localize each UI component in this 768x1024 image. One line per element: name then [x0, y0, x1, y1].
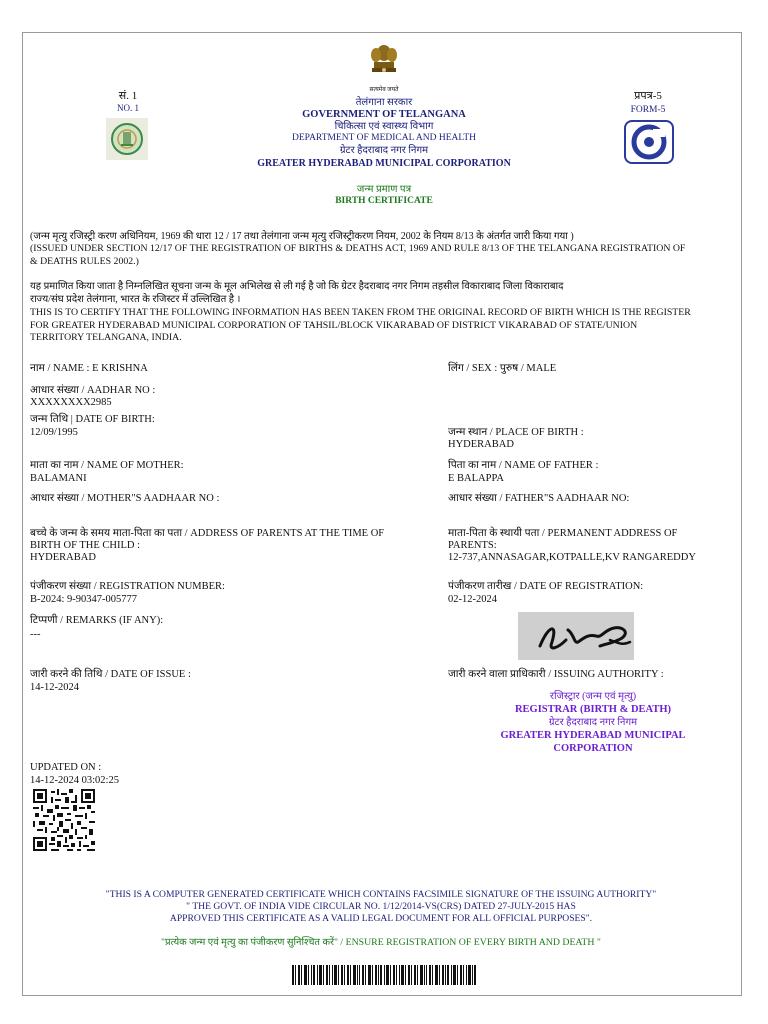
serial-hindi: सं. 1 — [118, 90, 138, 102]
father-value: E BALAPPA — [448, 473, 504, 484]
reg-no-label: पंजीकरण संख्या / REGISTRATION NUMBER: — [30, 581, 225, 592]
reg-no-value: B-2024: 9-90347-005777 — [30, 594, 138, 605]
remarks-value: --- — [30, 629, 41, 640]
certify-hindi-1: यह प्रमाणित किया जाता है निम्नलिखित सूचना जन्म के मूल अभिलेख से ली गई है जो कि ग्रेटर हैदराबाद नगर निगम तहसील विकाराबाद जिला विकाराबाद — [30, 281, 564, 292]
father-label: पिता का नाम / NAME OF FATHER : — [448, 460, 599, 471]
serial-english: NO. 1 — [117, 103, 139, 113]
footer-line-1: "THIS IS A COMPUTER GENERATED CERTIFICATE WHICH CONTAINS FACSIMILE SIGNATURE OF THE ISSUING AUTHORITY" — [105, 889, 657, 900]
issue-date-value: 14-12-2024 — [30, 682, 79, 693]
address-birth-label-2: BIRTH OF THE CHILD : — [30, 540, 141, 551]
dob-label: जन्म तिथि | DATE OF BIRTH: — [30, 414, 155, 425]
dob-value: 12/09/1995 — [30, 427, 78, 438]
footer-line-3: APPROVED THIS CERTIFICATE AS A VALID LEGAL DOCUMENT FOR ALL OFFICIAL PURPOSES". — [169, 913, 593, 924]
corp-hindi: ग्रेटर हैदराबाद नगर निगम — [339, 145, 429, 156]
name-field: नाम / NAME : E KRISHNA — [30, 363, 148, 374]
barcode-icon — [292, 965, 476, 985]
issued-under-english-1: (ISSUED UNDER SECTION 12/17 OF THE REGISTRATION OF BIRTHS & DEATHS ACT, 1969 AND RULE 8/13 OF THE TELANGANA REGISTRATION OF — [30, 243, 686, 254]
issued-under-english-2: & DEATHS RULES 2002.) — [30, 256, 139, 267]
telangana-seal-icon — [106, 118, 148, 160]
issue-date-label: जारी करने की तिथि / DATE OF ISSUE : — [30, 669, 191, 680]
perm-address-label-1: माता-पिता के स्थायी पता / PERMANENT ADDRESS OF — [448, 528, 678, 539]
authority-label: जारी करने वाला प्राधिकारी / ISSUING AUTHORITY : — [448, 669, 664, 680]
dept-hindi: चिकित्सा एवं स्वास्थ्य विभाग — [334, 121, 434, 132]
certify-english-3: TERRITORY TELANGANA, INDIA. — [30, 332, 182, 343]
gov-english: GOVERNMENT OF TELANGANA — [302, 109, 466, 120]
updated-label: UPDATED ON : — [30, 762, 102, 773]
pob-label: जन्म स्थान / PLACE OF BIRTH : — [448, 427, 584, 438]
perm-address-label-2: PARENTS: — [448, 540, 497, 551]
footer-line-2: " THE GOVT. OF INDIA VIDE CIRCULAR NO. 1/12/2014-VS(CRS) DATED 27-JULY-2015 HAS — [186, 901, 576, 912]
certificate-border — [22, 32, 742, 996]
father-aadhaar-label: आधार संख्या / FATHER"S AADHAAR NO: — [448, 493, 630, 504]
qr-code-icon — [33, 789, 95, 851]
reg-date-value: 02-12-2024 — [448, 594, 497, 605]
authority-corp-english-1: GREATER HYDERABAD MUNICIPAL — [500, 730, 686, 741]
issued-under-hindi: (जन्म मृत्यु रजिस्ट्री करण अधिनियम, 1969 की धारा 12 / 17 तथा तेलंगाना जन्म मृत्यु रजिस्ट्रीकरण नियम, 2002 के नियम 8/13 के अंतर्गत जारी किया गया ) — [30, 231, 574, 242]
address-birth-label-1: बच्चे के जन्म के समय माता-पिता का पता / ADDRESS OF PARENTS AT THE TIME OF — [30, 528, 385, 539]
authority-corp-hindi: ग्रेटर हैदराबाद नगर निगम — [548, 717, 638, 728]
remarks-label: टिप्पणी / REMARKS (IF ANY): — [30, 615, 164, 626]
certify-english-1: THIS IS TO CERTIFY THAT THE FOLLOWING INFORMATION HAS BEEN TAKEN FROM THE ORIGINAL RECORD OF BIRTH WHICH IS THE REGISTER — [30, 307, 691, 318]
cert-title-english: BIRTH CERTIFICATE — [335, 196, 433, 206]
mother-value: BALAMANI — [30, 473, 87, 484]
certify-english-2: FOR GREATER HYDERABAD MUNICIPAL CORPORATION OF TAHSIL/BLOCK VIKARABAD OF DISTRICT VIKARABAD OF STATE/UNION — [30, 320, 638, 331]
footer-slogan: "प्रत्येक जन्म एवं मृत्यु का पंजीकरण सुनिश्चित करें" / ENSURE REGISTRATION OF EVERY BIRTH AND DEATH " — [161, 937, 601, 948]
corp-english: GREATER HYDERABAD MUNICIPAL CORPORATION — [257, 158, 511, 169]
mother-label: माता का नाम / NAME OF MOTHER: — [30, 460, 184, 471]
authority-english-title: REGISTRAR (BIRTH & DEATH) — [514, 704, 672, 715]
sex-field: लिंग / SEX : पुरुष / MALE — [448, 363, 557, 374]
signature-image — [518, 612, 634, 660]
perm-address-value: 12-737,ANNASAGAR,KOTPALLE,KV RANGAREDDY — [448, 552, 696, 563]
mother-aadhaar-label: आधार संख्या / MOTHER"S AADHAAR NO : — [30, 493, 220, 504]
form-hindi: प्रपत्र-5 — [634, 90, 662, 102]
form-english: FORM-5 — [630, 105, 666, 115]
emblem-motto: सत्यमेव जयते — [369, 87, 399, 93]
authority-corp-english-2: CORPORATION — [553, 743, 633, 754]
pob-value: HYDERABAD — [448, 439, 514, 450]
dept-english: DEPARTMENT OF MEDICAL AND HEALTH — [292, 133, 476, 143]
gov-hindi: तेलंगाना सरकार — [355, 97, 413, 108]
certify-hindi-2: राज्य/संघ प्रदेश तेलंगाना, भारत के रजिस्टर में उल्लिखित है । — [30, 294, 241, 305]
aadhar-value: XXXXXXXX2985 — [30, 397, 112, 408]
aadhar-label: आधार संख्या / AADHAR NO : — [30, 385, 156, 396]
cert-title-hindi: जन्म प्रमाण पत्र — [356, 184, 412, 195]
national-emblem-icon — [367, 42, 401, 82]
updated-value: 14-12-2024 03:02:25 — [30, 775, 119, 786]
address-birth-value: HYDERABAD — [30, 552, 96, 563]
authority-hindi-title: रजिस्ट्रार (जन्म एवं मृत्यु) — [549, 691, 637, 702]
reg-date-label: पंजीकरण तारीख / DATE OF REGISTRATION: — [448, 581, 644, 592]
crs-logo-icon — [624, 120, 674, 164]
